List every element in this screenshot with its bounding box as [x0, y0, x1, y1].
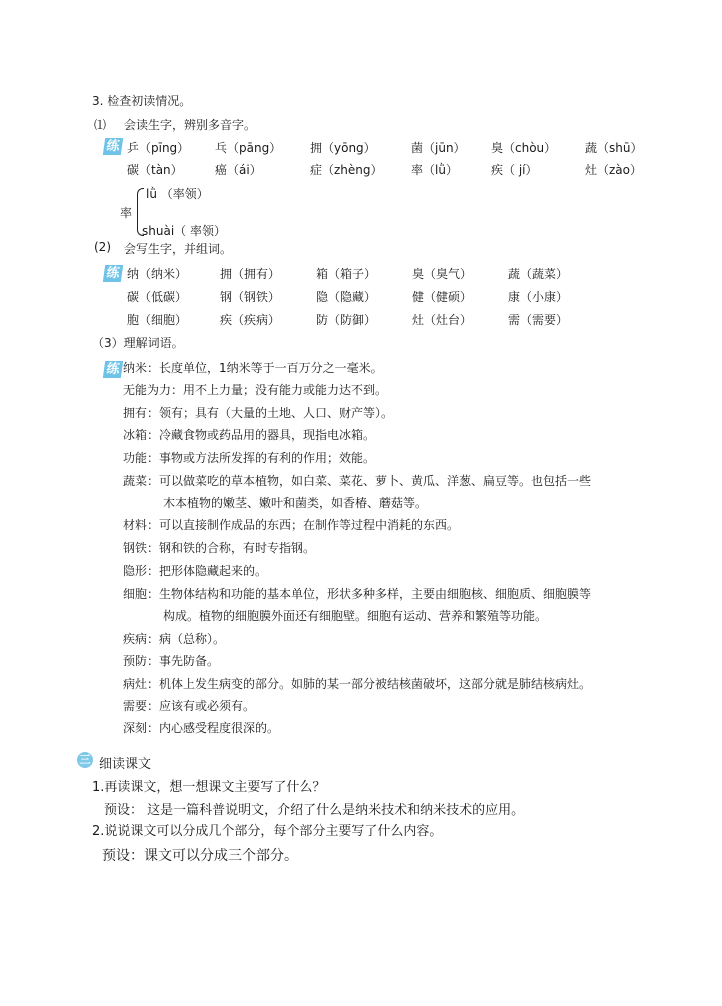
- vocab-term: 蔬菜：: [123, 474, 160, 488]
- vocab-item: [123, 675, 591, 692]
- vocab-definition: 钢和铁的合称，有时专指钢。: [159, 541, 316, 555]
- vocab-term: 无能为力：: [123, 383, 184, 397]
- vocab-item: [123, 539, 315, 556]
- answer-2: 预设：课文可以分成三个部分。: [102, 848, 298, 864]
- vocab-definition: 应该有或必须有。: [159, 699, 256, 713]
- word-cell: 胞（细胞）: [127, 313, 188, 327]
- vocab-definition: 机体上发生病变的部分。如肺的某一部分被结核菌破坏，这部分就是肺结核病灶。: [159, 677, 592, 691]
- vocab-definition: 冷藏食物或药品用的器具，现指电冰箱。: [159, 428, 376, 442]
- vocab-term: 预防：: [123, 654, 160, 668]
- vocab-definition: 领有；具有（大量的土地、人口、财产等）。: [159, 406, 394, 420]
- vocab-definition: 内心感受程度很深的。: [159, 721, 280, 735]
- vocab-item: [123, 719, 279, 736]
- practice-badge-icon: 练: [103, 265, 123, 282]
- word-cell: 臭（臭气）: [412, 267, 473, 281]
- vocab-definition: 用不上力量；没有能力或能力达不到。: [183, 383, 388, 397]
- vocab-term: 深刻：: [123, 721, 160, 735]
- vocab-term: 拥有：: [123, 406, 160, 420]
- vocab-item: [123, 516, 459, 533]
- vocab-term: 冰箱：: [123, 428, 160, 442]
- word-cell: 箱（箱子）: [316, 267, 377, 281]
- word-cell: 蔬（蔬菜）: [508, 267, 569, 281]
- word-cell: 隐（隐藏）: [316, 290, 377, 304]
- pinyin-cell: 症（zhèng）: [310, 163, 383, 177]
- word-cell: 健（健硕）: [412, 290, 473, 304]
- answer-1: 预设： 这是一篇科普说明文，介绍了什么是纳米技术和纳米技术的应用。: [104, 803, 525, 818]
- word-cell: 纳（纳米）: [127, 267, 188, 281]
- vocab-definition: 事物或方法所发挥的有利的作用；效能。: [159, 451, 376, 465]
- part1-label: ⑴: [94, 118, 107, 132]
- vocab-term: 功能：: [123, 451, 160, 465]
- pinyin-cell: 灶（zào）: [585, 163, 642, 177]
- vocab-term: 钢铁：: [123, 541, 160, 555]
- vocab-definition: 可以直接制作成品的东西；在制作等过程中消耗的东西。: [159, 518, 460, 532]
- word-cell: 疾（疾病）: [220, 313, 281, 327]
- pinyin-cell: 癌（ái）: [215, 163, 262, 177]
- vocab-term: 隐形：: [123, 564, 160, 578]
- vocab-item: [123, 472, 591, 489]
- vocab-definition: 可以做菜吃的草本植物，如白菜、菜花、萝卜、黄瓜、洋葱、扁豆等。也包括一些: [159, 474, 592, 488]
- pinyin-cell: 菌（jūn）: [411, 141, 466, 155]
- practice-badge-icon: 练: [103, 138, 123, 155]
- vocab-term: 需要：: [123, 699, 160, 713]
- pinyin-cell: 碳（tàn）: [127, 163, 183, 177]
- vocab-item: [123, 426, 375, 443]
- section-heading: 3. 检查初读情况。: [92, 94, 192, 108]
- word-cell: 防（防御）: [316, 313, 377, 327]
- pinyin-cell: 乒（pīng）: [127, 141, 190, 155]
- vocab-item: [123, 449, 375, 466]
- section-title: 细读课文: [99, 757, 152, 772]
- pinyin-cell: 拥（yōng）: [310, 141, 376, 155]
- question-1: 1.再读课文，想一想课文主要写了什么？: [92, 780, 326, 795]
- vocab-item: [123, 562, 267, 579]
- polyphone-reading-2: shuài（ 率领）: [142, 224, 226, 238]
- pinyin-cell: 臭（chòu）: [491, 141, 557, 155]
- part2-instruction: 会写生字，并组词。: [124, 242, 233, 256]
- vocab-definition-continued: 构成。植物的细胞膜外面还有细胞壁。细胞有运动、营养和繁殖等功能。: [163, 609, 548, 623]
- vocab-item: [123, 652, 219, 669]
- vocab-term: 病灶：: [123, 677, 160, 691]
- vocab-definition: 病（总称）。: [159, 632, 226, 646]
- word-cell: 需（需要）: [508, 313, 569, 327]
- vocab-term: 纳米：: [123, 361, 160, 375]
- vocab-definition: 事先防备。: [159, 654, 220, 668]
- vocab-definition: 长度单位，1纳米等于一百万分之一毫米。: [159, 361, 383, 375]
- pinyin-cell: 疾（ jí）: [491, 163, 538, 177]
- practice-badge-icon: 练: [103, 361, 123, 378]
- vocab-item: [123, 359, 383, 376]
- vocab-definition: 把形体隐藏起来的。: [159, 564, 268, 578]
- vocab-term: 疾病：: [123, 632, 160, 646]
- part3-instruction: （3）理解词语。: [92, 336, 184, 350]
- word-cell: 拥（拥有）: [220, 267, 281, 281]
- vocab-term: 材料：: [123, 518, 160, 532]
- polyphone-reading-1: lǜ （率领）: [146, 187, 209, 201]
- section-number-icon: 三: [77, 752, 93, 768]
- vocab-term: 细胞：: [123, 587, 160, 601]
- polyphone-char: 率: [120, 206, 133, 220]
- question-2: 2.说说课文可以分成几个部分，每个部分主要写了什么内容。: [92, 824, 443, 839]
- word-cell: 碳（低碳）: [127, 290, 188, 304]
- vocab-item: [123, 404, 393, 421]
- vocab-item: [123, 585, 591, 602]
- word-cell: 钢（钢铁）: [220, 290, 281, 304]
- pinyin-cell: 蔬（shū）: [585, 141, 643, 155]
- part1-instruction: 会读生字，辨别多音字。: [124, 118, 257, 132]
- part2-label: (2): [94, 240, 111, 254]
- vocab-definition-continued: 木本植物的嫩茎、嫩叶和菌类，如香椿、蘑菇等。: [163, 496, 428, 510]
- word-cell: 灶（灶台）: [412, 313, 473, 327]
- word-cell: 康（小康）: [508, 290, 569, 304]
- vocab-definition: 生物体结构和功能的基本单位，形状多种多样，主要由细胞核、细胞质、细胞膜等: [159, 587, 592, 601]
- vocab-item: [123, 697, 255, 714]
- pinyin-cell: 率（lǜ）: [411, 163, 458, 177]
- vocab-item: [123, 630, 225, 647]
- pinyin-cell: 乓（pāng）: [215, 141, 282, 155]
- vocab-item: [123, 381, 387, 398]
